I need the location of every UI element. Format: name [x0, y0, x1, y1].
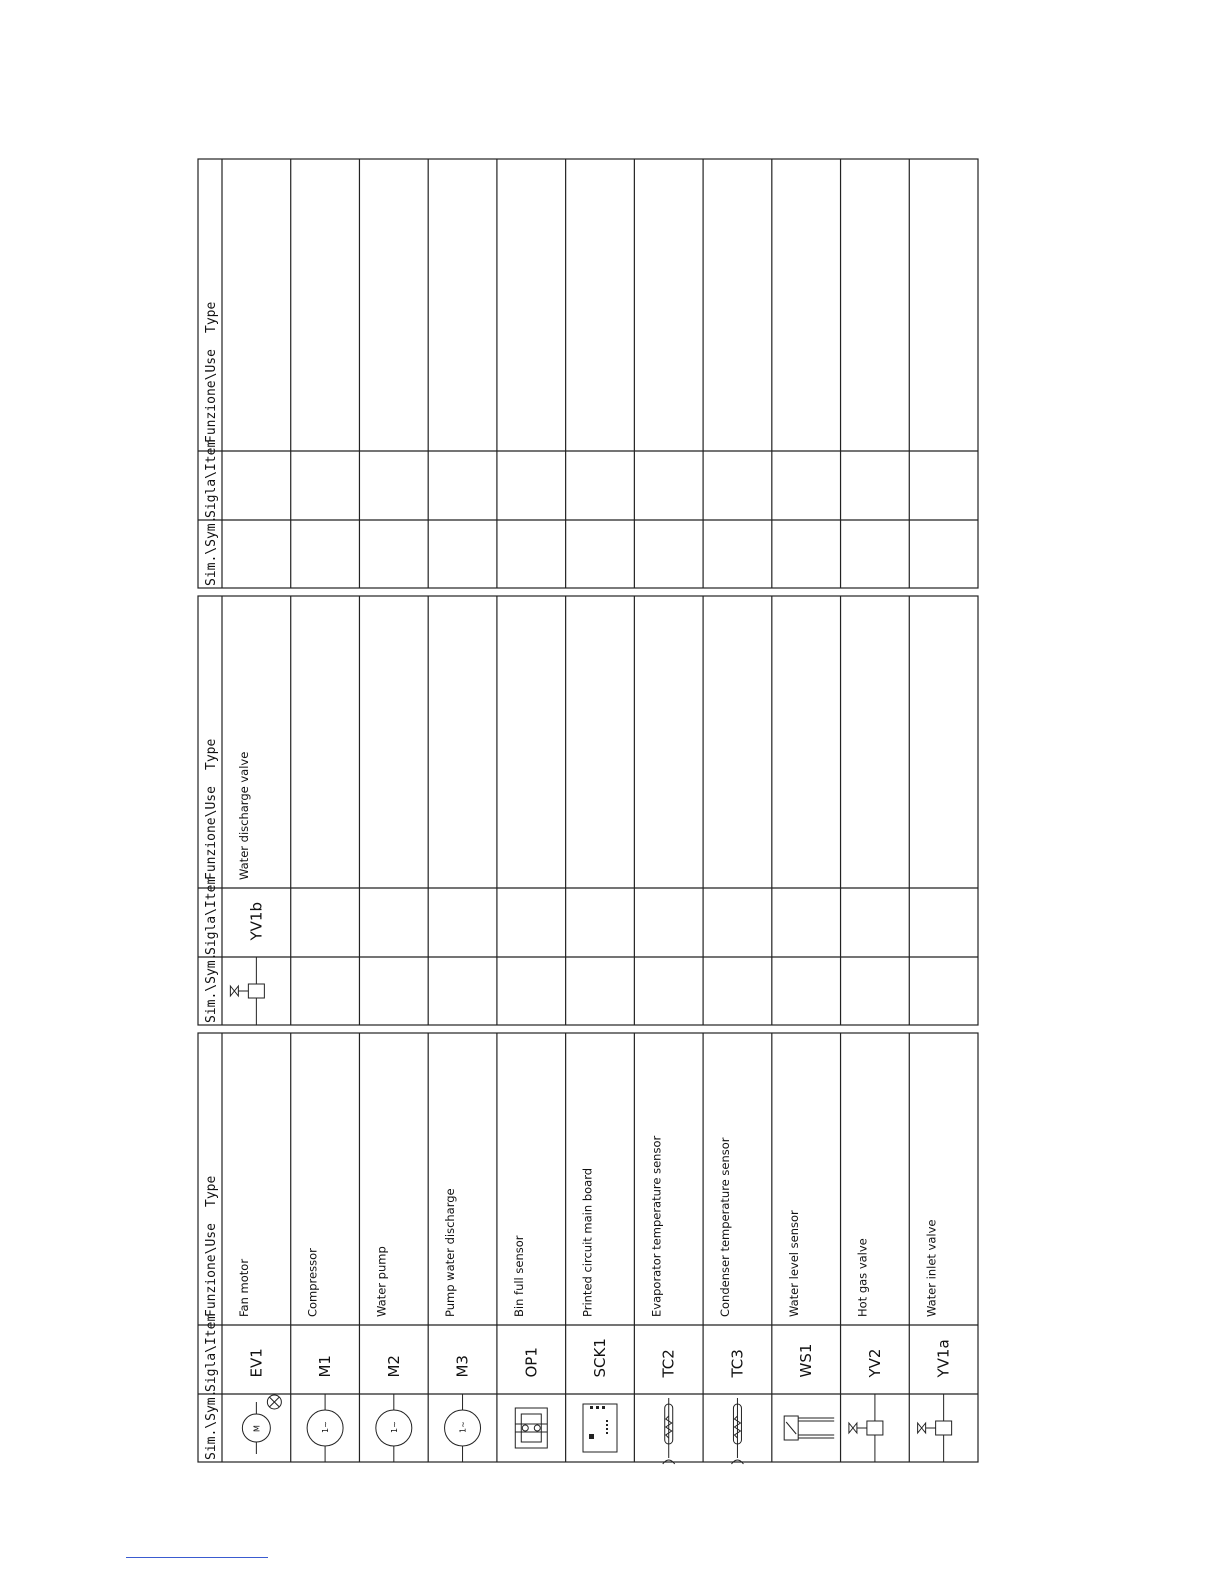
temperature-sensor-icon — [731, 1398, 743, 1464]
table-row — [849, 1238, 884, 1462]
svg-text:1~: 1~ — [321, 1421, 331, 1433]
header-type: Type — [204, 301, 219, 333]
footer-link-underline[interactable] — [126, 1557, 268, 1558]
legend-table-2 — [198, 596, 978, 1025]
table-row — [649, 1136, 677, 1464]
item-code: EV1 — [247, 1348, 266, 1378]
item-code: M2 — [384, 1355, 403, 1378]
solenoid-valve-icon — [849, 1394, 883, 1462]
table-row — [581, 1168, 617, 1452]
header-use: Funzione\Use — [204, 1223, 219, 1317]
use-description: Condenser temperature sensor — [718, 1137, 733, 1317]
item-code: YV1b — [247, 902, 266, 941]
item-code: TC2 — [659, 1349, 678, 1378]
use-description: Fan motor — [237, 1258, 251, 1317]
use-description: Water discharge valve — [237, 751, 251, 880]
header-use: Funzione\Use — [204, 349, 219, 443]
temperature-sensor-icon — [663, 1398, 675, 1464]
svg-text:1~: 1~ — [389, 1421, 399, 1433]
item-code: SCK1 — [591, 1338, 609, 1378]
solenoid-valve-icon — [918, 1394, 952, 1462]
fan-motor-icon — [242, 1395, 281, 1454]
use-description: Compressor — [305, 1248, 320, 1317]
use-description: Water level sensor — [786, 1210, 801, 1317]
item-code: YV2 — [865, 1348, 884, 1378]
circuit-board-icon — [583, 1404, 617, 1452]
header-type: Type — [204, 738, 219, 770]
header-type: Type — [204, 1175, 219, 1207]
table-row — [918, 1220, 953, 1463]
svg-text:M: M — [252, 1425, 262, 1432]
solenoid-valve-icon — [230, 957, 264, 1025]
compressor-icon — [307, 1394, 343, 1462]
item-code: OP1 — [522, 1347, 541, 1378]
use-description: Hot gas valve — [855, 1238, 870, 1317]
use-description: Bin full sensor — [511, 1235, 526, 1317]
header-item: Sigla\Item — [204, 876, 219, 955]
legend-table-3 — [198, 159, 978, 588]
header-use: Funzione\Use — [204, 786, 219, 880]
item-code: YV1a — [934, 1339, 953, 1378]
header-symbol: Sim.\Sym. — [204, 1389, 219, 1460]
use-description: Water inlet valve — [924, 1219, 939, 1317]
table-row — [374, 1246, 411, 1462]
pump-discharge-icon — [445, 1394, 481, 1462]
legend-table-1 — [198, 1033, 978, 1464]
svg-text:1~: 1~ — [458, 1421, 468, 1433]
use-description: Pump water discharge — [443, 1188, 458, 1317]
table-row — [718, 1137, 746, 1464]
table-row — [237, 1259, 281, 1454]
use-description: Evaporator temperature sensor — [649, 1135, 664, 1317]
bin-sensor-icon — [515, 1408, 547, 1448]
header-item: Sigla\Item — [204, 1313, 219, 1392]
table-row — [306, 1248, 343, 1462]
item-code: M1 — [316, 1355, 335, 1378]
header-symbol: Sim.\Sym. — [204, 952, 219, 1023]
use-description: Printed circuit main board — [580, 1167, 595, 1317]
item-code: M3 — [453, 1355, 472, 1378]
item-code: WS1 — [797, 1343, 816, 1378]
use-description: Water pump — [374, 1246, 389, 1317]
header-symbol: Sim.\Sym. — [204, 515, 219, 586]
water-pump-icon — [376, 1394, 412, 1462]
item-code: TC3 — [728, 1349, 747, 1378]
level-sensor-icon — [784, 1416, 834, 1440]
table-row — [512, 1235, 547, 1448]
header-item: Sigla\Item — [204, 439, 219, 518]
